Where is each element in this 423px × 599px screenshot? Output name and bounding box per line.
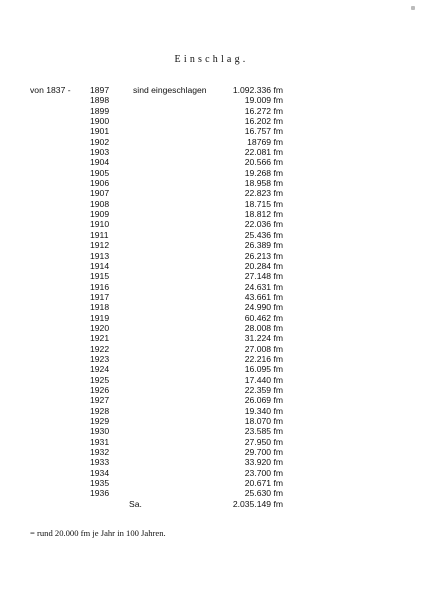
sum-amount: 2.035.149 fm <box>232 498 283 509</box>
period-prefix: von 1837 - <box>30 85 71 95</box>
amount-cell: 27.950 fm <box>244 436 283 447</box>
table-row <box>0 416 423 426</box>
table-row <box>0 168 423 178</box>
table-row <box>0 478 423 488</box>
year-cell: 1899 <box>90 105 110 116</box>
amount-cell: 22.081 fm <box>244 147 283 158</box>
amount-cell: 1.092.336 fm <box>232 85 283 95</box>
sum-row <box>0 499 423 509</box>
amount-cell: 19.268 fm <box>244 167 283 178</box>
year-cell: 1914 <box>90 260 110 271</box>
year-cell: 1911 <box>90 229 109 240</box>
amount-cell: 18.715 fm <box>244 198 283 209</box>
table-row <box>0 344 423 354</box>
table-row <box>0 251 423 261</box>
table-row <box>0 240 423 250</box>
amount-cell: 26.069 fm <box>244 395 283 406</box>
footnote: = rund 20.000 fm je Jahr in 100 Jahren. <box>30 528 166 538</box>
year-cell: 1924 <box>90 364 110 375</box>
table-row <box>0 457 423 467</box>
amount-cell: 16.202 fm <box>244 116 283 127</box>
year-cell: 1928 <box>90 405 110 416</box>
amount-cell: 18.070 fm <box>244 416 283 426</box>
amount-cell: 26.389 fm <box>244 240 283 251</box>
amount-cell: 17.440 fm <box>244 374 283 385</box>
year-cell: 1927 <box>90 395 110 406</box>
amount-cell: 20.284 fm <box>244 260 283 271</box>
table-row <box>0 178 423 188</box>
amount-cell: 23.585 fm <box>244 426 283 437</box>
amount-cell: 22.036 fm <box>244 219 283 230</box>
year-cell: 1921 <box>90 333 110 344</box>
amount-cell: 24.631 fm <box>244 281 283 292</box>
amount-cell: 27.148 fm <box>244 271 283 282</box>
year-cell: 1923 <box>90 353 110 364</box>
year-cell: 1931 <box>90 436 110 447</box>
year-cell: 1912 <box>90 240 110 251</box>
amount-cell: 25.630 fm <box>244 488 283 499</box>
year-cell: 1935 <box>90 478 110 489</box>
table-row <box>0 147 423 157</box>
year-cell: 1925 <box>90 374 110 385</box>
table-row <box>0 302 423 312</box>
table-row <box>0 406 423 416</box>
table-row <box>0 488 423 498</box>
table-row <box>0 292 423 302</box>
year-cell: 1910 <box>90 219 110 230</box>
year-cell: 1918 <box>90 302 110 313</box>
amount-cell: 19.340 fm <box>244 405 283 416</box>
table-row <box>0 106 423 116</box>
table-row <box>0 426 423 436</box>
table-row <box>0 375 423 385</box>
page-title: Einschlag. <box>174 54 249 65</box>
table-row <box>0 395 423 405</box>
year-cell: 1897 <box>90 85 110 95</box>
table-row <box>0 157 423 167</box>
amount-cell: 16.757 fm <box>244 126 283 137</box>
year-cell: 1936 <box>90 488 110 499</box>
table-row <box>0 219 423 229</box>
year-cell: 1907 <box>90 188 110 199</box>
amount-cell: 26.213 fm <box>244 250 283 261</box>
amount-cell: 60.462 fm <box>244 312 283 323</box>
amount-cell: 16.095 fm <box>244 364 283 375</box>
year-cell: 1903 <box>90 147 110 158</box>
table-row <box>0 95 423 105</box>
year-cell: 1926 <box>90 384 110 395</box>
year-cell: 1917 <box>90 291 110 302</box>
amount-cell: 24.990 fm <box>244 302 283 313</box>
amount-cell: 20.566 fm <box>244 157 283 168</box>
table-row <box>0 333 423 343</box>
table-row <box>0 354 423 364</box>
year-cell: 1905 <box>90 167 110 178</box>
table-row <box>0 126 423 136</box>
scan-mark <box>411 6 415 10</box>
sum-label: Sa. <box>129 498 142 509</box>
amount-cell: 31.224 fm <box>244 333 283 344</box>
amount-cell: 28.008 fm <box>244 322 283 333</box>
table-row <box>0 437 423 447</box>
description-text: sind eingeschlagen <box>133 85 207 95</box>
table-row <box>0 199 423 209</box>
amount-cell: 20.671 fm <box>244 478 283 489</box>
year-cell: 1900 <box>90 116 110 127</box>
table-row <box>0 261 423 271</box>
amount-cell: 33.920 fm <box>244 457 283 468</box>
year-cell: 1916 <box>90 281 110 292</box>
amount-cell: 23.700 fm <box>244 467 283 478</box>
amount-cell: 18769 fm <box>247 136 283 147</box>
year-cell: 1904 <box>90 157 110 168</box>
amount-cell: 29.700 fm <box>244 447 283 458</box>
year-cell: 1934 <box>90 467 110 478</box>
year-cell: 1901 <box>90 126 110 137</box>
table-row <box>0 116 423 126</box>
year-cell: 1898 <box>90 95 110 106</box>
amount-cell: 22.216 fm <box>244 353 283 364</box>
table-row <box>0 364 423 374</box>
table-row <box>0 313 423 323</box>
amount-cell: 43.661 fm <box>244 291 283 302</box>
table-row <box>0 230 423 240</box>
year-cell: 1902 <box>90 136 110 147</box>
year-cell: 1913 <box>90 250 110 261</box>
year-cell: 1922 <box>90 343 110 354</box>
amount-cell: 18.958 fm <box>244 178 283 189</box>
table-row <box>0 468 423 478</box>
table-row <box>0 323 423 333</box>
timber-table <box>0 85 423 509</box>
year-cell: 1930 <box>90 426 110 437</box>
amount-cell: 22.359 fm <box>244 384 283 395</box>
year-cell: 1919 <box>90 312 110 323</box>
year-cell: 1906 <box>90 178 110 189</box>
amount-cell: 16.272 fm <box>244 105 283 116</box>
amount-cell: 25.436 fm <box>244 229 283 240</box>
table-row <box>0 282 423 292</box>
amount-cell: 19.009 fm <box>244 95 283 106</box>
amount-cell: 18.812 fm <box>244 209 283 220</box>
year-cell: 1909 <box>90 209 110 220</box>
table-row <box>0 209 423 219</box>
year-cell: 1915 <box>90 271 110 282</box>
table-row <box>0 385 423 395</box>
year-cell: 1929 <box>90 416 110 426</box>
table-row-first <box>0 85 423 95</box>
year-cell: 1933 <box>90 457 110 468</box>
amount-cell: 22.823 fm <box>244 188 283 199</box>
table-row <box>0 447 423 457</box>
year-cell: 1920 <box>90 322 110 333</box>
table-row <box>0 271 423 281</box>
table-row <box>0 137 423 147</box>
amount-cell: 27.008 fm <box>244 343 283 354</box>
year-cell: 1932 <box>90 447 110 458</box>
year-cell: 1908 <box>90 198 110 209</box>
table-row <box>0 188 423 198</box>
